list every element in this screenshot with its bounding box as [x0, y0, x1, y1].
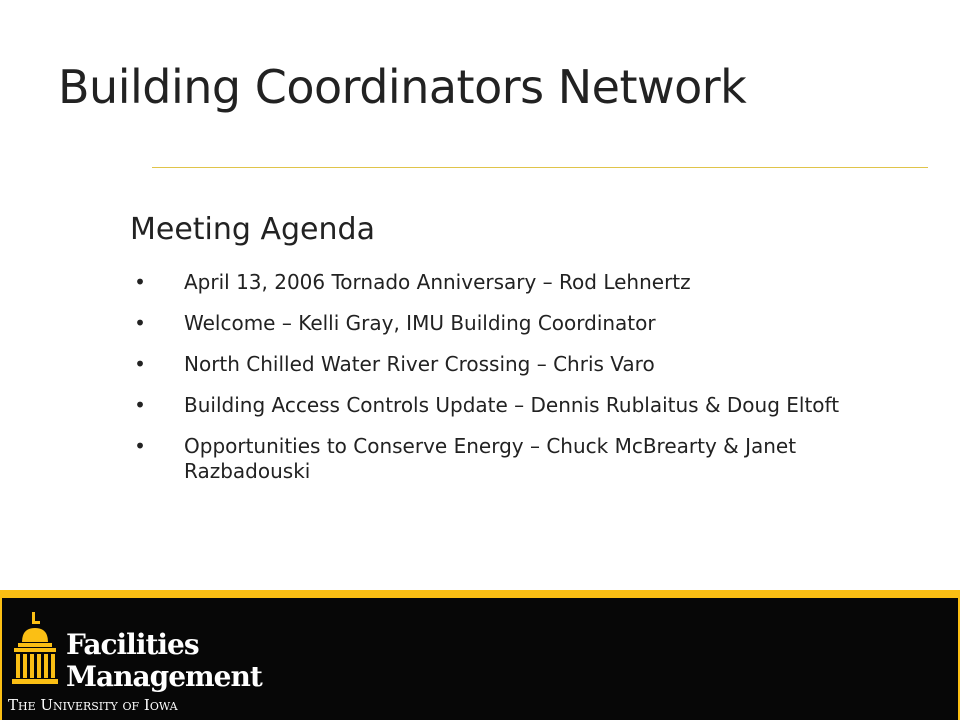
agenda-item-text: North Chilled Water River Crossing – Chris Varo	[184, 352, 655, 376]
agenda-item-text: Welcome – Kelli Gray, IMU Building Coordinator	[184, 311, 656, 335]
bullet-icon: •	[134, 270, 146, 294]
logo-text-university: The University of Iowa	[8, 696, 178, 714]
bullet-icon: •	[134, 311, 146, 335]
agenda-list	[130, 270, 910, 500]
bullet-icon: •	[134, 352, 146, 376]
title-divider	[152, 167, 928, 168]
agenda-item-text: Building Access Controls Update – Dennis Rublaitus & Doug Eltoft	[184, 393, 840, 417]
footer-band	[0, 590, 960, 720]
slide-subtitle: Meeting Agenda	[130, 212, 375, 247]
agenda-item-text: April 13, 2006 Tornado Anniversary – Rod Lehnertz	[184, 270, 691, 294]
footer-logo-area	[2, 598, 958, 720]
agenda-item-text: Opportunities to Conserve Energy – Chuck McBrearty & Janet Razbadouski	[184, 434, 797, 483]
agenda-item	[130, 434, 910, 484]
agenda-item	[130, 270, 910, 295]
logo-text-facilities: Facilities	[66, 628, 199, 661]
agenda-item	[130, 352, 910, 377]
old-capitol-icon	[10, 612, 60, 692]
bullet-icon: •	[134, 393, 146, 417]
agenda-item	[130, 393, 910, 418]
slide-title: Building Coordinators Network	[58, 60, 747, 114]
agenda-item	[130, 311, 910, 336]
bullet-icon: •	[134, 434, 146, 458]
logo-text-management: Management	[66, 660, 262, 693]
